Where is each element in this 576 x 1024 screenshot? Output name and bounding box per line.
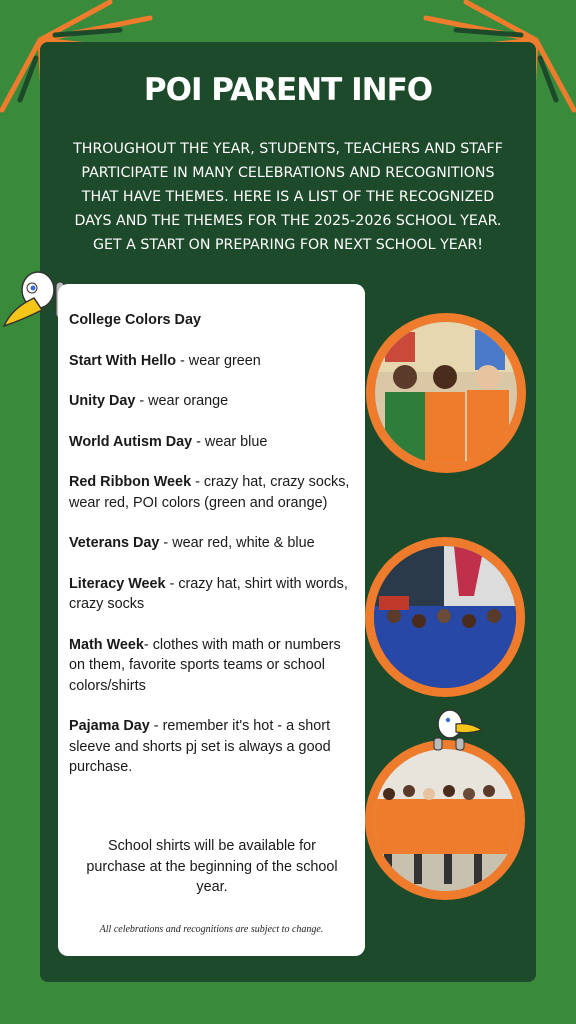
event-desc: - wear green xyxy=(176,352,261,369)
event-desc: - wear blue xyxy=(192,433,268,450)
intro-line: THROUGHOUT THE YEAR, STUDENTS, TEACHERS AND STAFF xyxy=(73,141,503,157)
page-title: POI PARENT INFO xyxy=(143,72,433,108)
event-desc: - wear red, white & blue xyxy=(159,535,315,551)
event-name: Pajama Day xyxy=(69,718,150,734)
school-shirts-note: School shirts will be available for purchase at the beginning of the school year. xyxy=(86,838,338,895)
photo-group xyxy=(365,537,525,697)
events-card xyxy=(58,284,365,956)
event-desc: - clothes with math or numbers on them, favorite sports teams or school colors/shirts xyxy=(69,636,341,694)
disclaimer: All celebrations and recognitions are subject to change. xyxy=(99,924,324,935)
event-name: College Colors Day xyxy=(69,312,201,328)
event-desc: - crazy hat, crazy socks, wear red, POI colors (green and orange) xyxy=(69,474,350,511)
list-item xyxy=(69,533,355,554)
list-item xyxy=(69,716,355,778)
photo-class xyxy=(365,740,525,900)
list-item xyxy=(69,432,355,453)
event-name: Literacy Week xyxy=(69,575,166,592)
list-item xyxy=(69,574,355,615)
event-desc: - remember it's hot - a short sleeve and shorts pj set is always a good purchase. xyxy=(69,718,331,775)
intro-line: PARTICIPATE IN MANY CELEBRATIONS AND RECOGNITIONS xyxy=(81,165,495,181)
event-name: Unity Day xyxy=(69,393,136,409)
intro-line: DAYS AND THE THEMES FOR THE 2025-2026 SCHOOL YEAR. xyxy=(74,213,502,229)
list-item xyxy=(69,472,355,513)
photo-students xyxy=(366,313,526,473)
intro-line: GET A START ON PREPARING FOR NEXT SCHOOL YEAR! xyxy=(93,237,483,253)
list-item xyxy=(69,310,355,331)
event-desc: - crazy hat, shirt with words, crazy socks xyxy=(69,575,348,612)
pelican-mascot-icon xyxy=(428,704,484,752)
list-item xyxy=(69,351,355,372)
event-desc: - wear orange xyxy=(135,393,229,409)
intro-line: THAT HAVE THEMES. HERE IS A LIST OF THE RECOGNIZED xyxy=(81,189,495,205)
event-name: Math Week xyxy=(69,636,144,653)
event-name: World Autism Day xyxy=(69,433,193,450)
event-name: Start With Hello xyxy=(69,352,177,369)
list-item xyxy=(69,391,355,412)
list-item xyxy=(69,635,355,697)
intro-text xyxy=(48,137,528,257)
event-name: Red Ribbon Week xyxy=(69,474,192,490)
event-name: Veterans Day xyxy=(69,535,160,551)
events-list xyxy=(69,310,355,798)
